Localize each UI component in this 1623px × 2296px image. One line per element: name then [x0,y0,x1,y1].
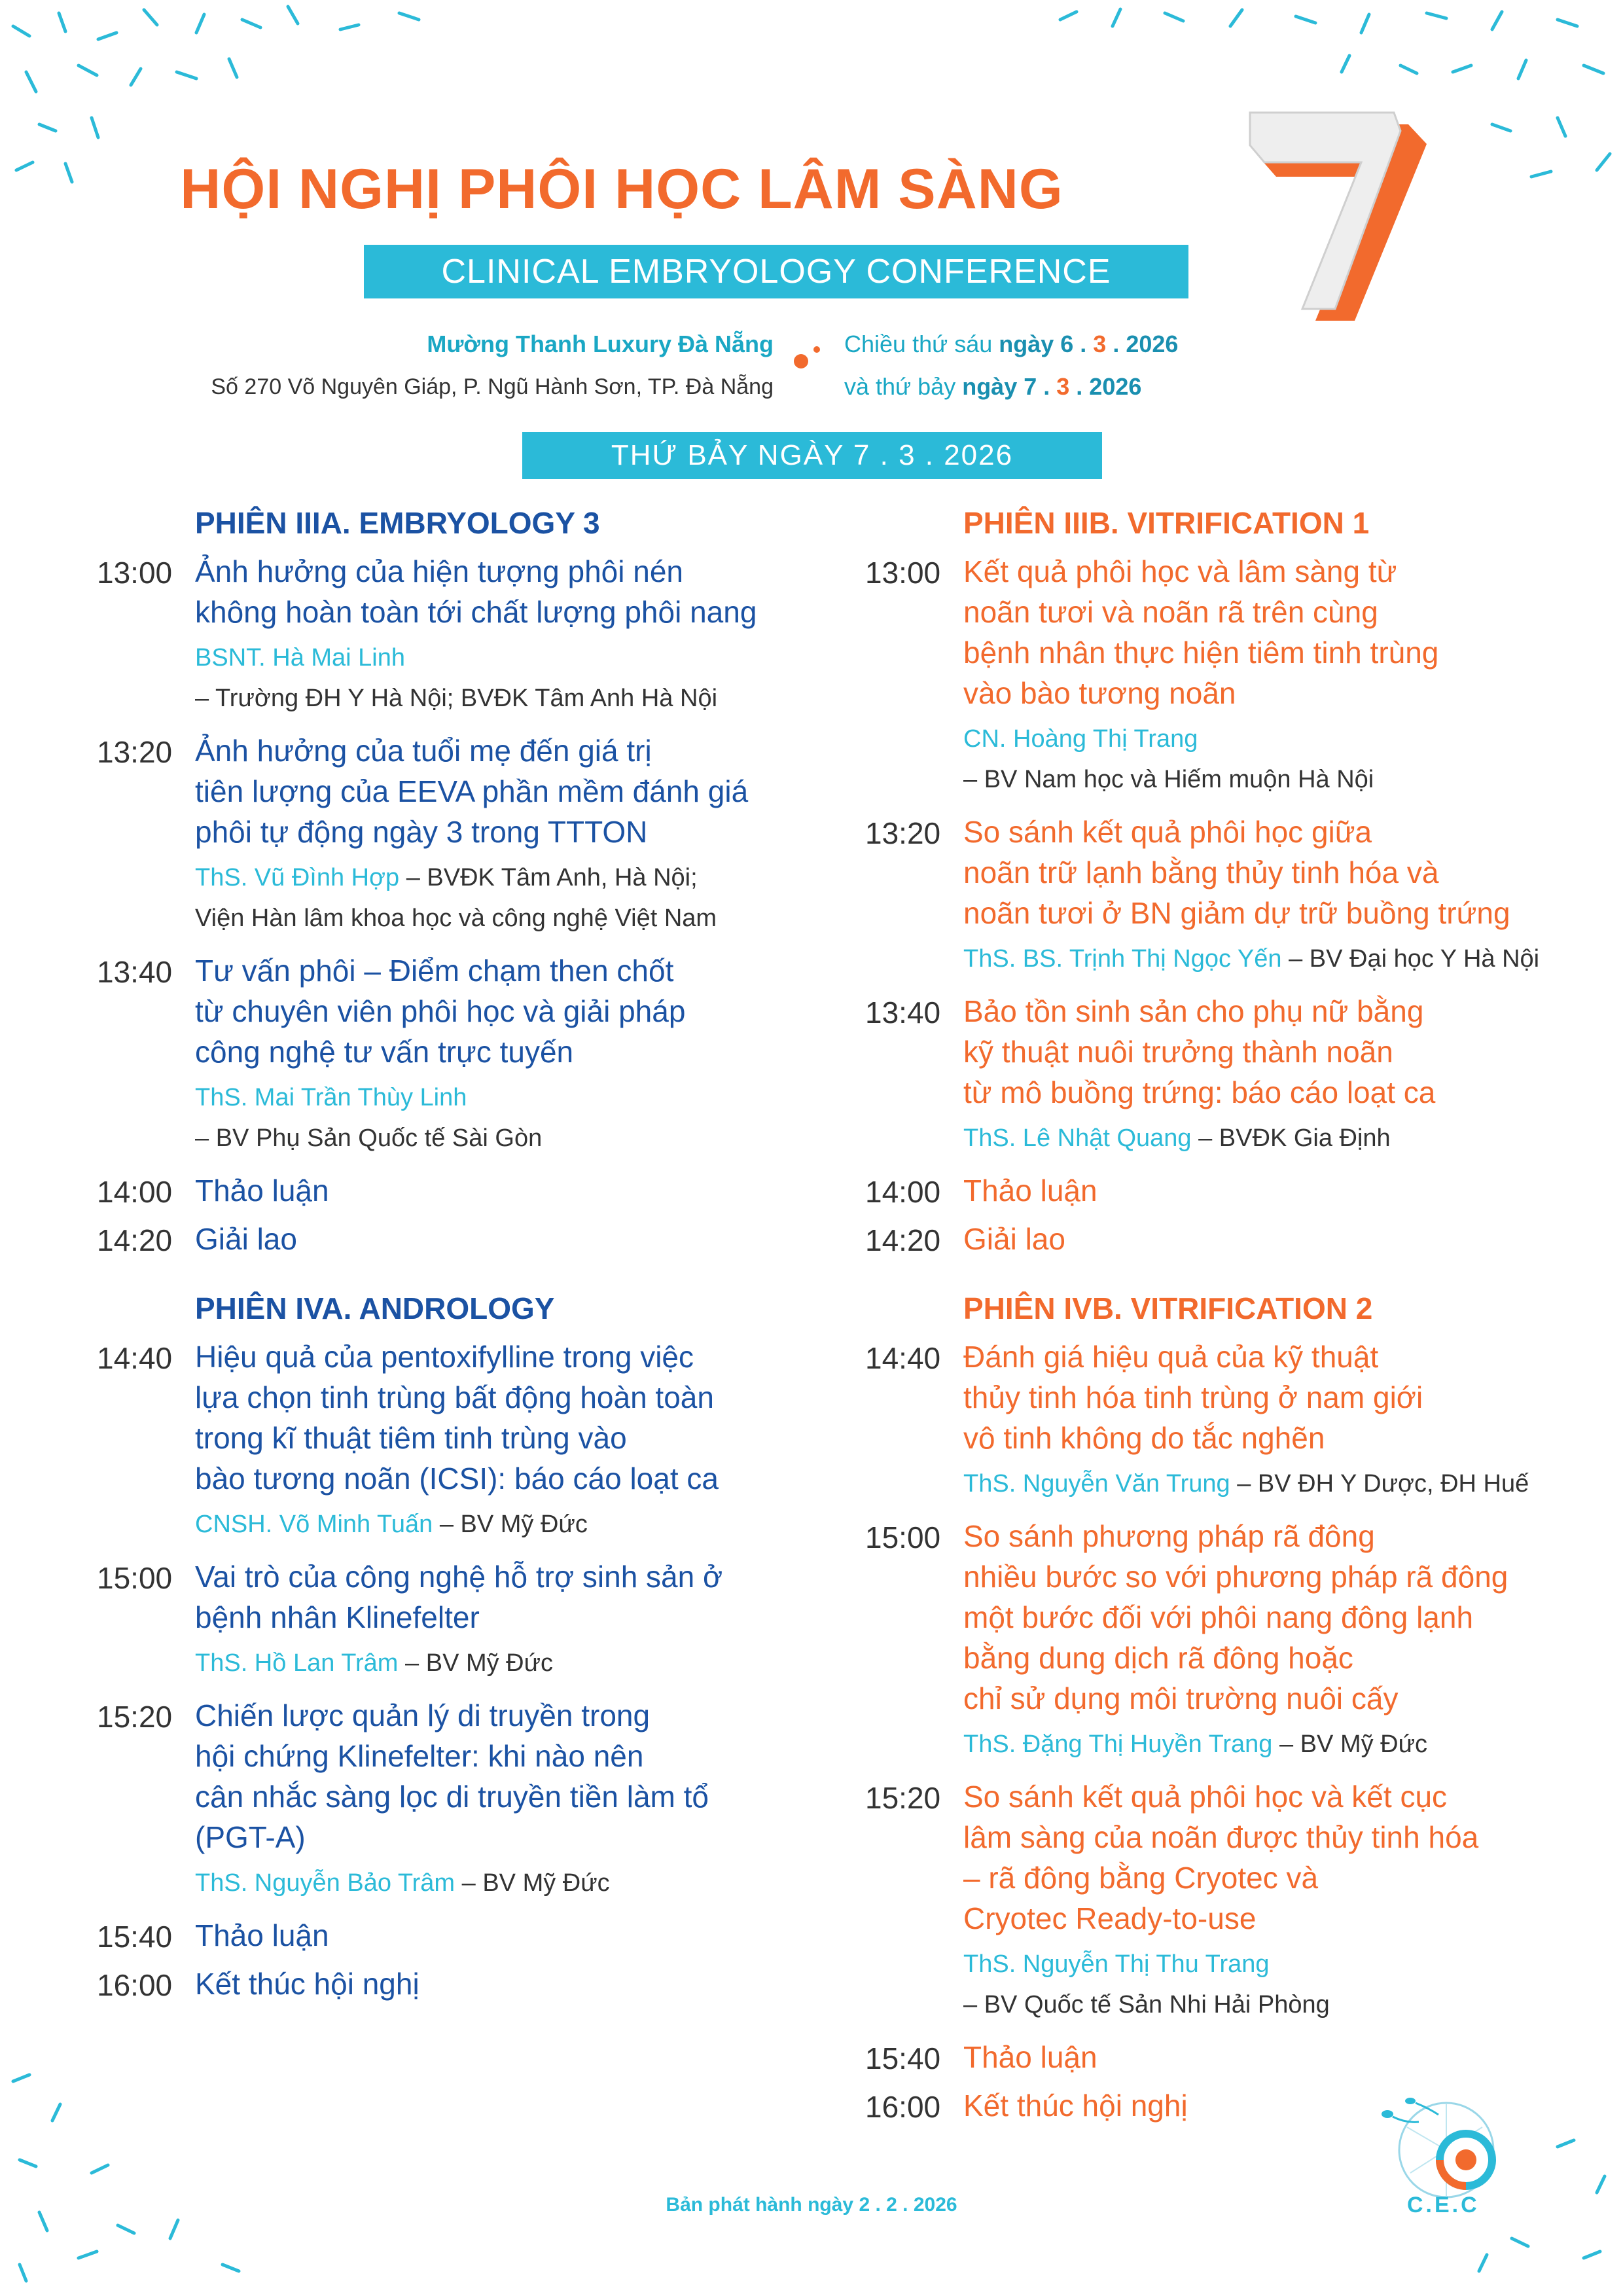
talk-title-line: Tư vấn phôi – Điểm chạm then chốt [195,954,674,988]
time-slot: 16:00 [865,2090,941,2124]
time-slot: 15:20 [97,1700,173,1734]
talk-title-line: noãn tươi ở BN giảm dự trữ buồng trứng [963,896,1510,930]
talk-title-line: So sánh kết quả phôi học giữa [963,815,1372,849]
talk-title-line: tiên lượng của EEVA phần mềm đánh giá [195,774,749,808]
talk-title-line: Ảnh hưởng của tuổi mẹ đến giá trị [195,734,652,768]
session-title-ivb: PHIÊN IVB. VITRIFICATION 2 [963,1291,1373,1325]
agenda-item: Kết thúc hội nghị [195,1967,419,2001]
session-title-iiib: PHIÊN IIIB. VITRIFICATION 1 [963,506,1370,540]
talk-title-line: Đánh giá hiệu quả của kỹ thuật [963,1340,1379,1374]
session-title-iva: PHIÊN IVA. ANDROLOGY [195,1291,555,1325]
time-slot: 13:20 [865,816,941,850]
talk-title-line: một bước đối với phôi nang đông lạnh [963,1600,1474,1634]
talk-title-line: Ảnh hưởng của hiện tượng phôi nén [195,554,683,588]
date-line-1: Chiều thứ sáu ngày 6 . 3 . 2026 [844,331,1179,357]
time-slot: 13:40 [97,955,173,989]
talk-title-line: chỉ sử dụng môi trường nuôi cấy [963,1681,1399,1715]
cec-logo-text: C.E.C [1407,2193,1480,2217]
conference-subtitle: CLINICAL EMBRYOLOGY CONFERENCE [364,245,1188,298]
time-slot: 15:00 [97,1561,173,1595]
speaker-line: ThS. Vũ Đình Hợp – BVĐK Tâm Anh, Hà Nội; [195,864,698,891]
talk-title-line: Hiệu quả của pentoxifylline trong việc [195,1340,694,1374]
talk-title-line: So sánh phương pháp rã đông [963,1519,1375,1553]
talk-title-line: noãn trữ lạnh bằng thủy tinh hóa và [963,855,1439,889]
speaker-affiliation: – Trường ĐH Y Hà Nội; BVĐK Tâm Anh Hà Nội [195,685,718,712]
talk-title-line: bằng dung dịch rã đông hoặc [963,1641,1353,1675]
talk-title-line: nhiều bước so với phương pháp rã đông [963,1560,1508,1594]
talk-title-line: phôi tự động ngày 3 trong TTTON [195,815,648,849]
time-slot: 13:40 [865,996,941,1030]
time-slot: 15:20 [865,1781,941,1815]
release-date-footer: Bản phát hành ngày 2 . 2 . 2026 [666,2194,957,2215]
venue-address: Số 270 Võ Nguyên Giáp, P. Ngũ Hành Sơn, TP. Đà Nẵng [211,374,774,399]
date-line-2: và thứ bảy ngày 7 . 3 . 2026 [844,373,1142,400]
time-slot: 16:00 [97,1968,173,2002]
time-slot: 14:40 [97,1341,173,1375]
agenda-item: Thảo luận [195,1918,329,1952]
speaker-affiliation: – BV Nam học và Hiếm muộn Hà Nội [963,766,1374,793]
talk-title-line: hội chứng Klinefelter: khi nào nên [195,1739,644,1773]
agenda-item: Thảo luận [963,1174,1097,1208]
speaker-affiliation: – BV Phụ Sản Quốc tế Sài Gòn [195,1124,543,1152]
talk-title-line: vô tinh không do tắc nghẽn [963,1421,1325,1455]
time-slot: 13:00 [97,556,173,590]
talk-title-line: Cryotec Ready-to-use [963,1901,1257,1935]
talk-title-line: từ mô buồng trứng: báo cáo loạt ca [963,1075,1436,1109]
time-slot: 14:40 [865,1341,941,1375]
time-slot: 13:00 [865,556,941,590]
talk-title-line: – rã đông bằng Cryotec và [963,1861,1319,1895]
time-slot: 14:20 [97,1223,173,1257]
speaker-affiliation: – BV Quốc tế Sản Nhi Hải Phòng [963,1991,1330,2018]
speaker-affiliation: Viện Hàn lâm khoa học và công nghệ Việt Nam [195,905,717,932]
talk-title-line: Bảo tồn sinh sản cho phụ nữ bằng [963,994,1424,1028]
session-title-iiia: PHIÊN IIIA. EMBRYOLOGY 3 [195,506,600,540]
speaker-line: ThS. Hồ Lan Trâm – BV Mỹ Đức [195,1649,554,1677]
speaker-line: ThS. Nguyễn Bảo Trâm – BV Mỹ Đức [195,1869,610,1897]
agenda-item: Kết thúc hội nghị [963,2089,1188,2123]
time-slot: 15:40 [865,2041,941,2075]
agenda-item: Giải lao [963,1222,1065,1256]
agenda-item: Thảo luận [195,1174,329,1208]
conference-title: HỘI NGHỊ PHÔI HỌC LÂM SÀNG [180,158,1063,221]
talk-title-line: không hoàn toàn tới chất lượng phôi nang [195,595,757,629]
venue-name: Mường Thanh Luxury Đà Nẵng [427,331,774,357]
talk-title-line: cân nhắc sàng lọc di truyền tiền làm tổ [195,1780,709,1814]
agenda-item: Thảo luận [963,2040,1097,2074]
agenda-item: Giải lao [195,1222,297,1256]
talk-title-line: lâm sàng của noãn được thủy tinh hóa [963,1820,1479,1854]
time-slot: 14:00 [97,1175,173,1209]
speaker-line: ThS. Đặng Thị Huyền Trang – BV Mỹ Đức [963,1731,1428,1758]
day-label-bar: THỨ BẢY NGÀY 7 . 3 . 2026 [522,432,1102,479]
talk-title-line: từ chuyên viên phôi học và giải pháp [195,994,686,1028]
time-slot: 15:40 [97,1920,173,1954]
talk-title-line: So sánh kết quả phôi học và kết cục [963,1780,1448,1814]
speaker-name: BSNT. Hà Mai Linh [195,644,406,672]
time-slot: 14:20 [865,1223,941,1257]
talk-title-line: vào bào tương noãn [963,676,1236,710]
edition-number-seven [1237,105,1433,327]
speaker-line: ThS. Lê Nhật Quang – BVĐK Gia Định [963,1124,1391,1152]
speaker-line: ThS. Nguyễn Văn Trung – BV ĐH Y Dược, ĐH Huế [963,1470,1529,1498]
talk-title-line: (PGT-A) [195,1820,306,1854]
time-slot: 14:00 [865,1175,941,1209]
talk-title-line: Kết quả phôi học và lâm sàng từ [963,554,1397,588]
speaker-line: CNSH. Võ Minh Tuấn – BV Mỹ Đức [195,1511,588,1538]
dots-separator [788,342,827,374]
talk-title-line: noãn tươi và noãn rã trên cùng [963,595,1378,629]
talk-title-line: Chiến lược quản lý di truyền trong [195,1698,651,1732]
speaker-line: ThS. BS. Trịnh Thị Ngọc Yến – BV Đại học Y Hà Nội [963,945,1540,973]
talk-title-line: bệnh nhân Klinefelter [195,1600,480,1634]
time-slot: 13:20 [97,735,173,769]
time-slot: 15:00 [865,1520,941,1554]
speaker-name: ThS. Mai Trần Thùy Linh [195,1084,467,1111]
talk-title-line: bệnh nhân thực hiện tiêm tinh trùng [963,636,1439,670]
talk-title-line: Vai trò của công nghệ hỗ trợ sinh sản ở [195,1560,723,1594]
talk-title-line: thủy tinh hóa tinh trùng ở nam giới [963,1380,1423,1414]
speaker-name: CN. Hoàng Thị Trang [963,725,1198,753]
talk-title-line: bào tương noãn (ICSI): báo cáo loạt ca [195,1462,719,1496]
speaker-name: ThS. Nguyễn Thị Thu Trang [963,1950,1270,1978]
talk-title-line: kỹ thuật nuôi trưởng thành noãn [963,1035,1393,1069]
confetti-bottom-left-decoration [0,2042,340,2291]
talk-title-line: công nghệ tư vấn trực tuyến [195,1035,574,1069]
talk-title-line: trong kĩ thuật tiêm tinh trùng vào [195,1421,627,1455]
talk-title-line: lựa chọn tinh trùng bất động hoàn toàn [195,1380,714,1414]
